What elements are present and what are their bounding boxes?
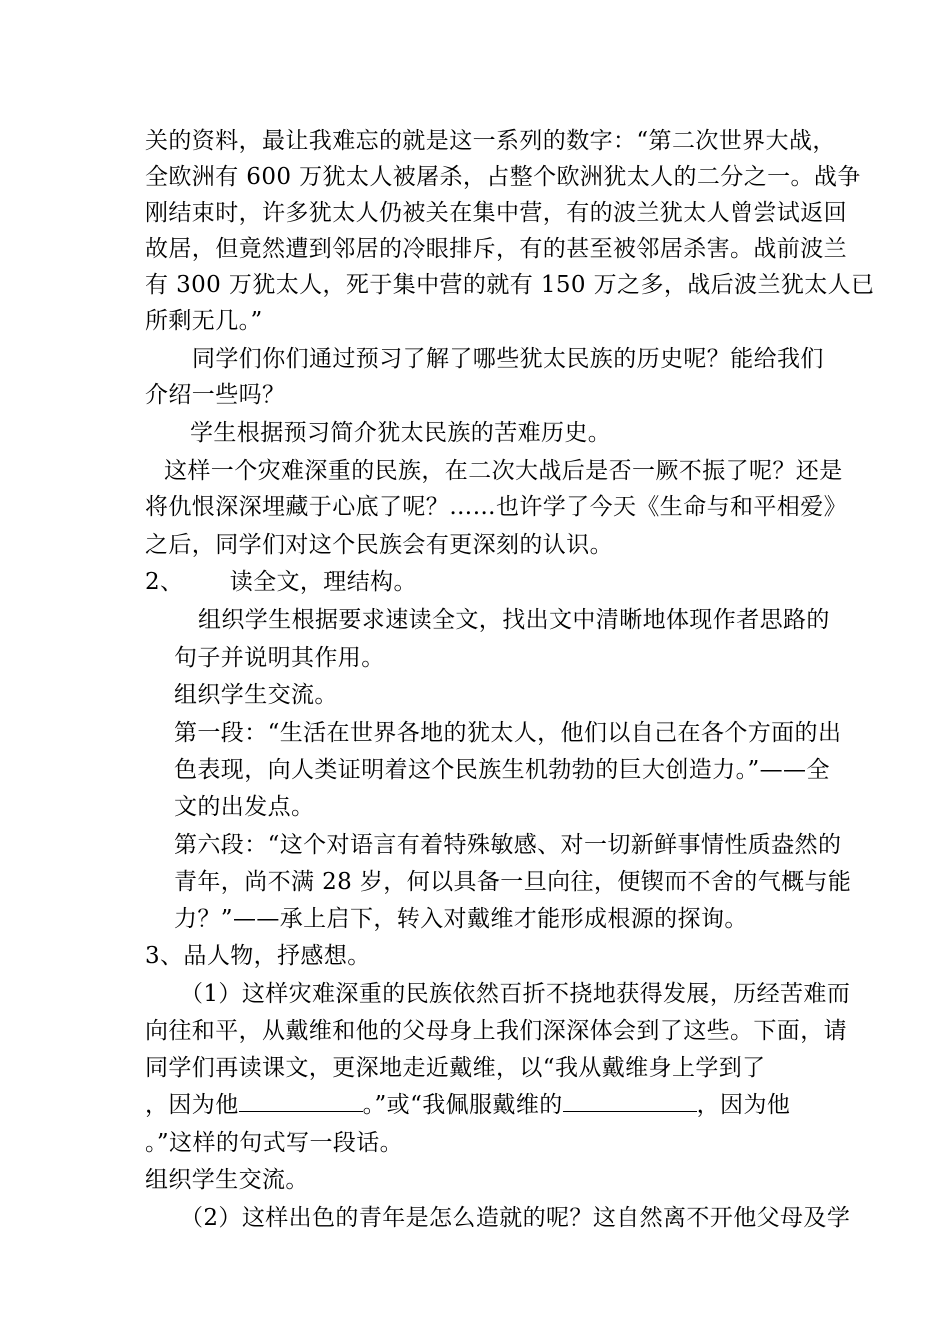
text-line: 同学们再读课文，更深地走近戴维，以“我从戴维身上学到了 (145, 1055, 766, 1081)
text-line: 组织学生交流。 (174, 682, 338, 708)
text-line: 青年，尚不满 28 岁，何以具备一旦向往，便锲而不舍的气概与能 (174, 869, 852, 895)
text-line: 刚结束时，许多犹太人仍被关在集中营，有的波兰犹太人曾尝试返回 (145, 200, 847, 226)
text-segment: ，因为他 (696, 1092, 791, 1118)
text-line: 之后，同学们对这个民族会有更深刻的认识。 (145, 532, 613, 558)
text-line: 将仇恨深深埋藏于心底了呢？……也许学了今天《生命与和平相爱》 (145, 494, 847, 520)
section-heading: 3、品人物，抒感想。 (145, 943, 371, 969)
fill-in-blank (239, 1089, 363, 1112)
text-line: 色表现，向人类证明着这个民族生机勃勃的巨大创造力。”——全 (174, 757, 830, 783)
text-line: 。”这样的句式写一段话。 (145, 1130, 404, 1156)
text-line: 这样一个灾难深重的民族，在二次大战后是否一厥不振了呢？还是 (164, 458, 843, 484)
text-line: 全欧洲有 600 万犹太人被屠杀，占整个欧洲犹太人的二分之一。战争 (145, 164, 861, 190)
text-line: 文的出发点。 (174, 794, 315, 820)
text-line: 介绍一些吗？ (145, 382, 286, 408)
text-segment: 。”或“我佩服戴维的 (362, 1092, 563, 1118)
text-line: （2）这样出色的青年是怎么造就的呢？这自然离不开他父母及学 (180, 1205, 851, 1231)
text-line: 故居，但竟然遭到邻居的冷眼排斥，有的甚至被邻居杀害。战前波兰 (145, 236, 847, 262)
text-line: 力？”——承上启下，转入对戴维才能形成根源的探询。 (174, 906, 748, 932)
text-line: 关的资料，最让我难忘的就是这一系列的数字：“第二次世界大战， (145, 128, 836, 154)
text-line: 所剩无几。” (145, 308, 263, 334)
section-heading: 2、 读全文，理结构。 (145, 569, 417, 595)
fill-in-line (145, 1088, 790, 1122)
text-line: 组织学生根据要求速读全文，找出文中清晰地体现作者思路的 (198, 607, 830, 633)
text-segment: ，因为他 (145, 1092, 239, 1118)
text-line: 向往和平，从戴维和他的父母身上我们深深体会到了这些。下面，请 (145, 1018, 847, 1044)
fill-in-blank (563, 1089, 697, 1112)
text-line: 第一段：“生活在世界各地的犹太人，他们以自己在各个方面的出 (174, 720, 842, 746)
text-line: 组织学生交流。 (145, 1167, 309, 1193)
text-line: （1）这样灾难深重的民族依然百折不挠地获得发展，历经苦难而 (180, 981, 851, 1007)
text-line: 有 300 万犹太人，死于集中营的就有 150 万之多，战后波兰犹太人已 (145, 272, 875, 298)
text-line: 第六段：“这个对语言有着特殊敏感、对一切新鲜事情性质盎然的 (174, 832, 842, 858)
text-line: 同学们你们通过预习了解了哪些犹太民族的历史呢？能给我们 (192, 346, 824, 372)
text-line: 学生根据预习简介犹太民族的苦难历史。 (190, 420, 612, 446)
text-line: 句子并说明其作用。 (174, 645, 385, 671)
